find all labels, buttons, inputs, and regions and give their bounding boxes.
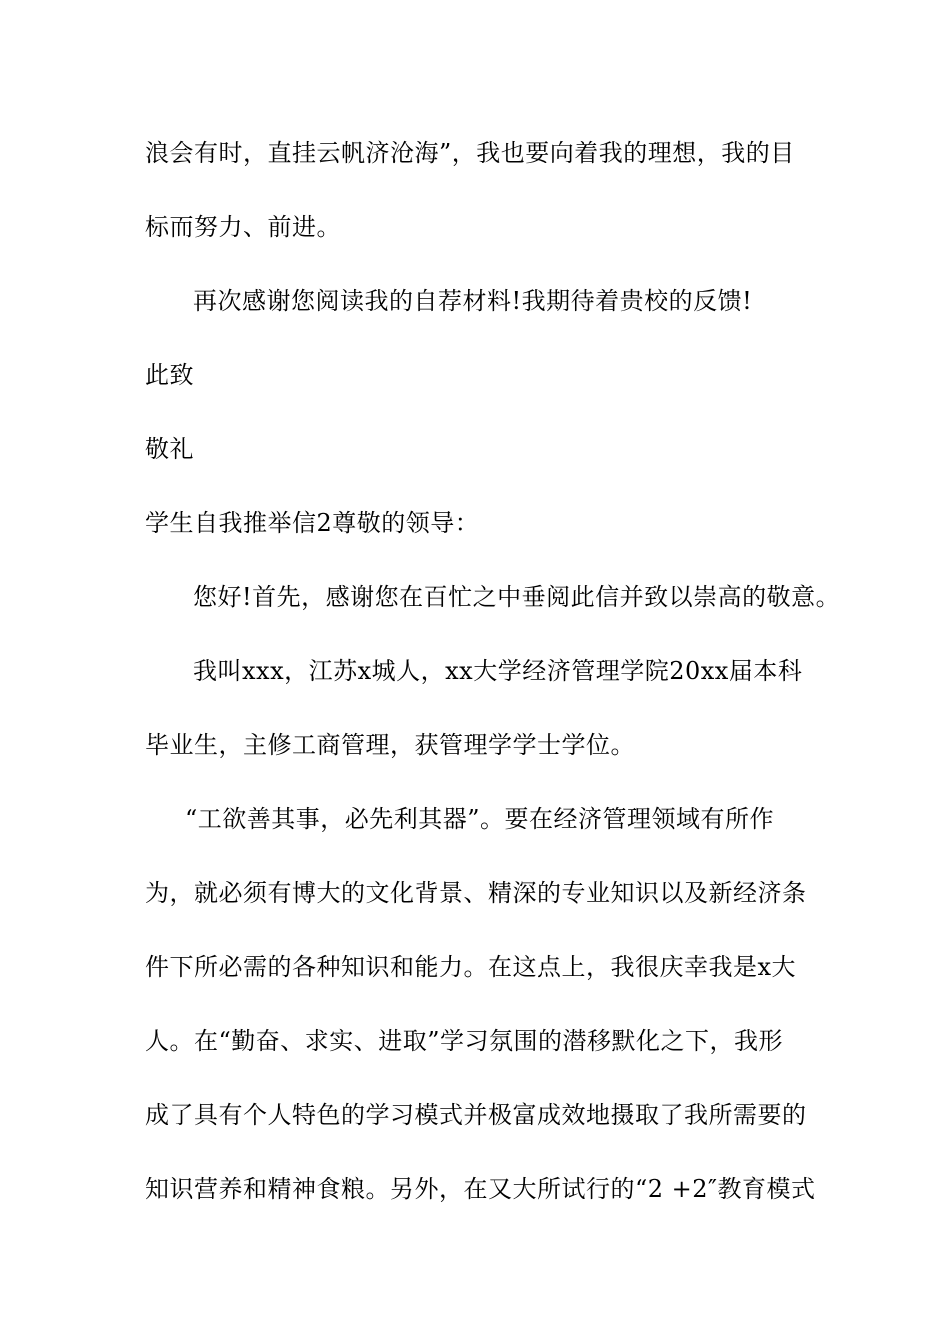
text-line: 知识营养和精神食粮。另外，在又大所试行的“2 +2″教育模式 [145, 1175, 816, 1203]
text-line: 成了具有个人特色的学习模式并极富成效地摄取了我所需要的 [145, 1101, 807, 1129]
text-line: 标而努力、前进。 [145, 213, 341, 241]
paragraph-start: 我叫xxx，江苏x城人，xx大学经济管理学院20xx届本科 [193, 657, 803, 685]
text-line: 人。在“勤奋、求实、进取”学习氛围的潜移默化之下，我形 [145, 1027, 784, 1055]
text-line: 为，就必须有博大的文化背景、精深的专业知识以及新经济条 [145, 879, 807, 907]
closing-regards: 敬礼 [145, 435, 194, 463]
text-line: 浪会有时，直挂云帆济沧海”，我也要向着我的理想，我的目 [145, 139, 795, 167]
text-line: 毕业生，主修工商管理，获管理学学士学位。 [145, 731, 635, 759]
paragraph-start: 您好!首先，感谢您在百忙之中垂阅此信并致以崇高的敬意。 [193, 583, 841, 611]
closing-salutation: 此致 [145, 361, 194, 389]
letter-heading: 学生自我推举信2尊敬的领导： [145, 509, 480, 537]
paragraph-start: 再次感谢您阅读我的自荐材料!我期待着贵校的反馈! [193, 287, 753, 315]
text-line: 件下所必需的各种知识和能力。在这点上，我很庆幸我是x大 [145, 953, 797, 981]
paragraph-start: “工欲善其事，必先利其器”。要在经济管理领域有所作 [185, 805, 775, 833]
